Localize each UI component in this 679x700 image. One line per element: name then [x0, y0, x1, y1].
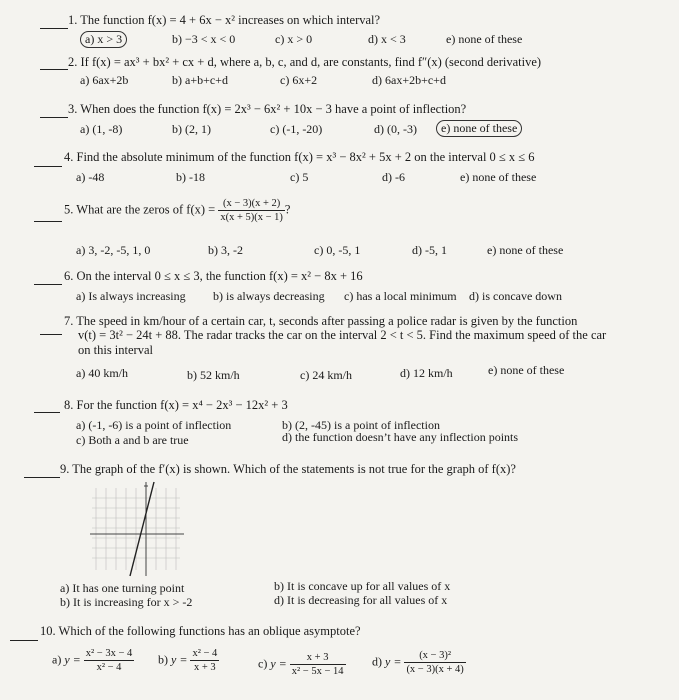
question-7-stem-line2: v(t) = 3t² − 24t + 88. The radar tracks the car on the interval 2 < t < 5. Find the maximum speed of the car: [78, 328, 607, 342]
q9-option-a[interactable]: a) It has one turning point: [60, 581, 185, 595]
q6-option-c[interactable]: c) has a local minimum: [344, 289, 457, 303]
q2-option-d[interactable]: d) 6ax+2b+c+d: [372, 73, 446, 87]
q1-option-c[interactable]: c) x > 0: [275, 32, 313, 46]
q4-option-c[interactable]: c) 5: [290, 170, 309, 184]
q5-option-c[interactable]: c) 0, -5, 1: [314, 243, 361, 257]
question-6-stem: 6. On the interval 0 ≤ x ≤ 3, the function f(x) = x² − 8x + 16: [64, 269, 363, 283]
q10-b-fraction: $\frac{\text{x² − 4}}{x + 3}$: [192, 648, 218, 673]
q7-option-c[interactable]: c) 24 km/h: [300, 368, 352, 382]
answer-blank-8[interactable]: [34, 412, 60, 413]
question-9-stem: 9. The graph of the f′(x) is shown. Which of the statements is not true for the graph of f(x)?: [60, 462, 516, 476]
q3-option-a[interactable]: a) (1, -8): [80, 122, 123, 136]
q6-option-b[interactable]: b) is always decreasing: [213, 289, 325, 303]
answer-blank-1[interactable]: [40, 28, 68, 29]
q8-option-a[interactable]: a) (-1, -6) is a point of inflection: [76, 418, 232, 432]
q7-option-b[interactable]: b) 52 km/h: [187, 368, 240, 382]
graph-derivative-line: [130, 482, 154, 576]
q10-d-fraction: $\frac{\text{(x − 3)²}}{(x - 3)(x + 4)}$: [406, 650, 464, 675]
q10-option-d[interactable]: d) y = $\frac{\text{(x − 3)²}}{(x - 3)(x + 4)}$: [372, 650, 464, 675]
q4-option-d[interactable]: d) -6: [382, 170, 405, 184]
q4-option-e[interactable]: e) none of these: [460, 170, 537, 184]
q2-option-b[interactable]: b) a+b+c+d: [172, 73, 228, 87]
q8-option-c[interactable]: c) Both a and b are true: [76, 433, 189, 447]
question-10-stem: 10. Which of the following functions has an oblique asymptote?: [40, 624, 361, 638]
q10-option-a[interactable]: a) y = $\frac{\text{x² − 3x − 4}}{\text{x² − 4}}$: [52, 648, 133, 673]
graph-svg: [88, 478, 188, 578]
question-3-stem: 3. When does the function f(x) = 2x³ − 6x² + 10x − 3 have a point of inflection?: [68, 102, 467, 116]
q3-option-b[interactable]: b) (2, 1): [172, 122, 211, 136]
q7-option-a[interactable]: a) 40 km/h: [76, 366, 128, 380]
answer-blank-10[interactable]: [10, 640, 38, 641]
q10-option-b[interactable]: b) y = $\frac{\text{x² − 4}}{x + 3}$: [158, 648, 218, 673]
q8-option-b[interactable]: b) (2, -45) is a point of inflection: [282, 418, 440, 432]
question-7-stem-line1: 7. The speed in km/hour of a certain car, t, seconds after passing a police radar is given by the function: [64, 314, 578, 328]
q9-option-b[interactable]: b) It is increasing for x > -2: [60, 595, 193, 609]
answer-blank-2[interactable]: [40, 69, 68, 70]
q1-option-a[interactable]: a) x > 3: [80, 31, 127, 48]
q1-option-e[interactable]: e) none of these: [446, 32, 523, 46]
q3-option-d[interactable]: d) (0, -3): [374, 122, 417, 136]
q7-option-d[interactable]: d) 12 km/h: [400, 366, 453, 380]
q8-option-d[interactable]: d) the function doesn’t have any inflection points: [282, 430, 519, 444]
question-7-stem-line3: on this interval: [78, 343, 153, 357]
q9-option-b2[interactable]: b) It is concave up for all values of x: [274, 579, 451, 593]
derivative-graph-image: [88, 478, 188, 578]
q7-option-e[interactable]: e) none of these: [488, 363, 565, 377]
q3-option-e[interactable]: e) none of these: [436, 120, 522, 137]
q6-option-a[interactable]: a) Is always increasing: [76, 289, 186, 303]
answer-blank-7[interactable]: [40, 334, 62, 335]
question-5-stem: 5. What are the zeros of f(x) = $\frac{(x - 3)(x + 2)}{x(x + 5)(x - 1)}$ ?: [64, 198, 291, 223]
q2-option-a[interactable]: a) 6ax+2b: [80, 73, 129, 87]
q5-option-b[interactable]: b) 3, -2: [208, 243, 243, 257]
q2-option-c[interactable]: c) 6x+2: [280, 73, 318, 87]
q1-option-b[interactable]: b) −3 < x < 0: [172, 32, 236, 46]
q6-option-d[interactable]: d) is concave down: [469, 289, 562, 303]
question-1-stem: 1. The function f(x) = 4 + 6x − x² increases on which interval?: [68, 13, 381, 27]
q5-fraction: $\frac{(x - 3)(x + 2)}{x(x + 5)(x - 1)}$: [220, 198, 283, 223]
q5-option-e[interactable]: e) none of these: [487, 243, 564, 257]
q10-c-fraction: $\frac{x + 3}{\text{x² − 5x − 14}}$: [291, 652, 344, 677]
q1-option-d[interactable]: d) x < 3: [368, 32, 406, 46]
answer-blank-9[interactable]: [24, 477, 60, 478]
q3-option-c[interactable]: c) (-1, -20): [270, 122, 323, 136]
q4-option-b[interactable]: b) -18: [176, 170, 205, 184]
q10-option-c[interactable]: c) y = $\frac{x + 3}{\text{x² − 5x − 14}}$: [258, 652, 344, 677]
q4-option-a[interactable]: a) -48: [76, 170, 105, 184]
q5-option-a[interactable]: a) 3, -2, -5, 1, 0: [76, 243, 151, 257]
question-2-stem: 2. If f(x) = ax³ + bx² + cx + d, where a, b, c, and d, are constants, find f″(x) (second derivative): [68, 55, 542, 69]
q9-option-d[interactable]: d) It is decreasing for all values of x: [274, 593, 448, 607]
q10-a-fraction: $\frac{\text{x² − 3x − 4}}{\text{x² − 4}}$: [85, 648, 133, 673]
question-4-stem: 4. Find the absolute minimum of the function f(x) = x³ − 8x² + 5x + 2 on the interval 0 ≤ x ≤ 6: [64, 150, 535, 164]
question-8-stem: 8. For the function f(x) = x⁴ − 2x³ − 12x² + 3: [64, 398, 288, 412]
answer-blank-4[interactable]: [34, 166, 62, 167]
q5-option-d[interactable]: d) -5, 1: [412, 243, 447, 257]
answer-blank-5[interactable]: [34, 221, 62, 222]
answer-blank-6[interactable]: [34, 284, 62, 285]
answer-blank-3[interactable]: [40, 117, 68, 118]
graph-grid: [92, 488, 180, 570]
